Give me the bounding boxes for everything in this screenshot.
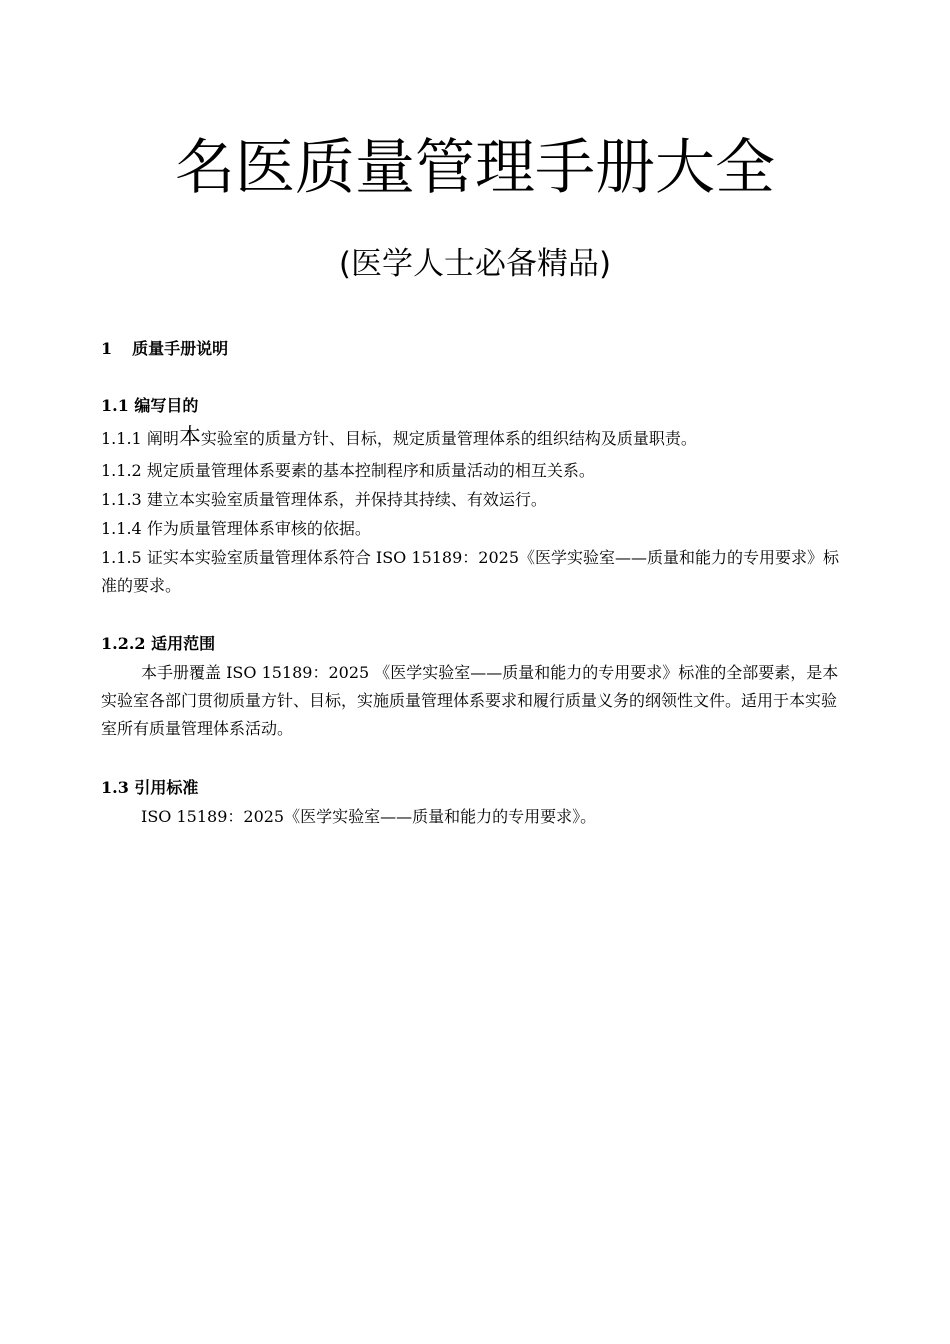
section-heading-1-1 (101, 394, 198, 418)
list-item-1-1-1 (101, 425, 851, 453)
list-item-1-1-5 (101, 544, 851, 600)
list-item-1-1-4 (101, 515, 851, 543)
list-item-1-1-3 (101, 486, 851, 514)
document-subtitle: (医学人士必备精品) (338, 246, 612, 282)
section-title: 编写目的 (134, 396, 199, 415)
item-text: 证实本实验室质量管理体系符合 ISO 15189：2025《医学实验室——质量和能力的专用要求》标准的要求。 (101, 548, 840, 595)
section-title: 适用范围 (151, 634, 216, 653)
section-number: 1.3 (101, 778, 129, 797)
section-number: 1 (101, 339, 113, 358)
item-number: 1.1.3 (101, 490, 142, 509)
section-number: 1.1 (101, 396, 129, 415)
item-emphasis: 本 (178, 425, 201, 450)
item-text: 实验室的质量方针、目标，规定质量管理体系的组织结构及质量职责。 (200, 429, 697, 448)
item-number: 1.1.5 (101, 548, 142, 567)
list-item-1-1-2 (101, 457, 851, 485)
section-heading-1-2-2 (101, 632, 215, 656)
item-number: 1.1.4 (101, 519, 142, 538)
item-prefix: 阐明 (146, 429, 179, 448)
item-text: 规定质量管理体系要素的基本控制程序和质量活动的相互关系。 (146, 461, 595, 480)
section-title: 质量手册说明 (132, 339, 229, 358)
item-text: 作为质量管理体系审核的依据。 (146, 519, 371, 538)
item-number: 1.1.1 (101, 429, 142, 448)
section-heading-1 (101, 337, 228, 361)
document-title: 名医质量管理手册大全 (175, 133, 775, 203)
section-number: 1.2.2 (101, 634, 146, 653)
section-title: 引用标准 (134, 778, 199, 797)
reference-standard-paragraph: ISO 15189：2025《医学实验室——质量和能力的专用要求》。 (141, 807, 597, 826)
item-text: 建立本实验室质量管理体系，并保持其持续、有效运行。 (146, 490, 547, 509)
item-number: 1.1.2 (101, 461, 142, 480)
section-heading-1-3 (101, 776, 198, 800)
scope-paragraph: 本手册覆盖 ISO 15189：2025 《医学实验室——质量和能力的专用要求》标准的全部要素，是本实验室各部门贯彻质量方针、目标，实施质量管理体系要求和履行质量义务的纲领性文件。适用于本实验室所有质量管理体系活动。 (101, 663, 839, 738)
